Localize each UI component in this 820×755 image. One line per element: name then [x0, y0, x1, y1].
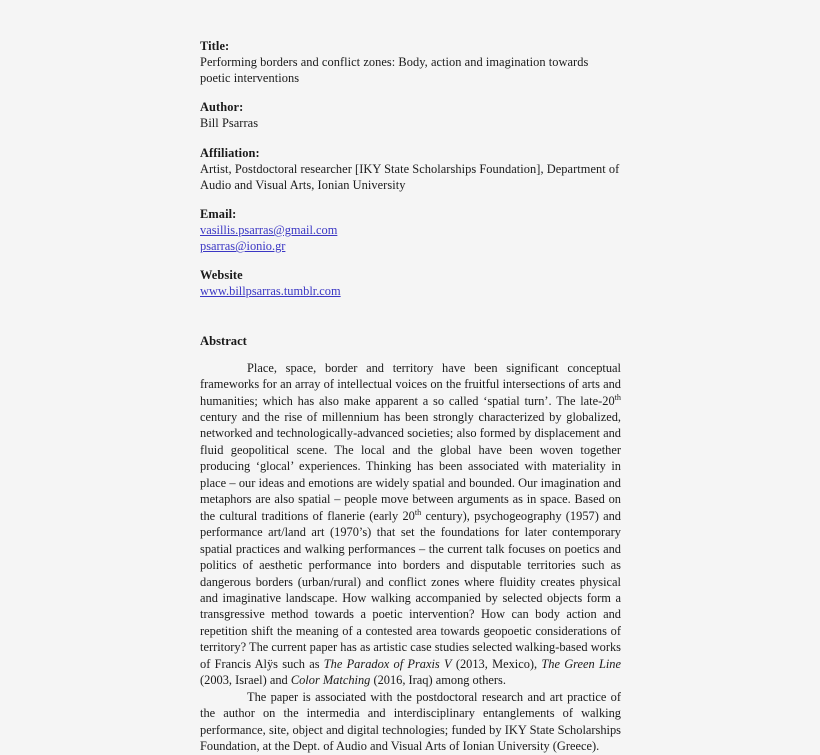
title-value: Performing borders and conflict zones: Body, action and imagination towards poetic interventions	[200, 55, 589, 86]
author-value: Bill Psarras	[200, 116, 259, 131]
title-block	[200, 38, 621, 86]
email-link-primary[interactable]: vasillis.psarras@gmail.com	[200, 223, 338, 238]
title-label: Title:	[200, 39, 230, 53]
abstract-paragraph-1: Place, space, border and territory have been significant conceptual frameworks for an array of intellectual voices on the fruitful intersections of arts and humanities; which has also make apparent a so called ‘spatial turn’. The late-20th century and the rise of millennium has been strongly characterized by globalized, networked and technologically-advanced societies; also formed by displacement and fluid geopolitical scene. The local and the global have been woven together producing ‘glocal’ experiences. Thinking has been associated with materiality in place – our ideas and emotions are widely spatial and bounded. Our imagination and metaphors are also spatial – people move between arguments as in space. Based on the cultural traditions of flanerie (early 20th century), psychogeography (1957) and performance art/land art (1970’s) that set the foundations for later contemporary spatial practices and walking performances – the current talk focuses on poetics and politics of aesthetic performance into borders and disputable territories such as dangerous borders (urban/rural) and conflict zones where fluidity creates physical and imaginative landscape. How walking accompanied by selected objects form a transgressive method towards a poetic intervention? How can body action and repetition shift the meaning of a contested area towards geopoetic considerations of territory? The current paper has as artistic case studies selected walking-based works of Francis Alÿs such as The Paradox of Praxis V (2013, Mexico), The Green Line (2003, Israel) and Color Matching (2016, Iraq) among others.	[200, 360, 622, 688]
author-label: Author:	[200, 100, 244, 115]
website-block	[200, 267, 621, 299]
document-content	[200, 38, 621, 755]
abstract-heading: Abstract	[200, 333, 247, 348]
affiliation-label: Affiliation:	[200, 145, 260, 160]
website-link[interactable]: www.billpsarras.tumblr.com	[200, 284, 341, 299]
author-block	[200, 99, 621, 131]
email-block	[200, 206, 621, 254]
affiliation-block	[200, 145, 621, 193]
email-label: Email:	[200, 207, 237, 222]
abstract-paragraph-2: The paper is associated with the postdoctoral research and art practice of the author on the intermedia and interdisciplinary entanglements of walking performance, site, object and digital technologies; funded by IKY State Scholarships Foundation, at the Dept. of Audio and Visual Arts of Ionian University (Greece).	[200, 689, 621, 754]
website-label: Website	[200, 268, 243, 283]
email-link-secondary[interactable]: psarras@ionio.gr	[200, 239, 286, 254]
affiliation-value: Artist, Postdoctoral researcher [IKY State Scholarships Foundation], Department of Audio and Visual Arts, Ionian University	[200, 161, 620, 192]
